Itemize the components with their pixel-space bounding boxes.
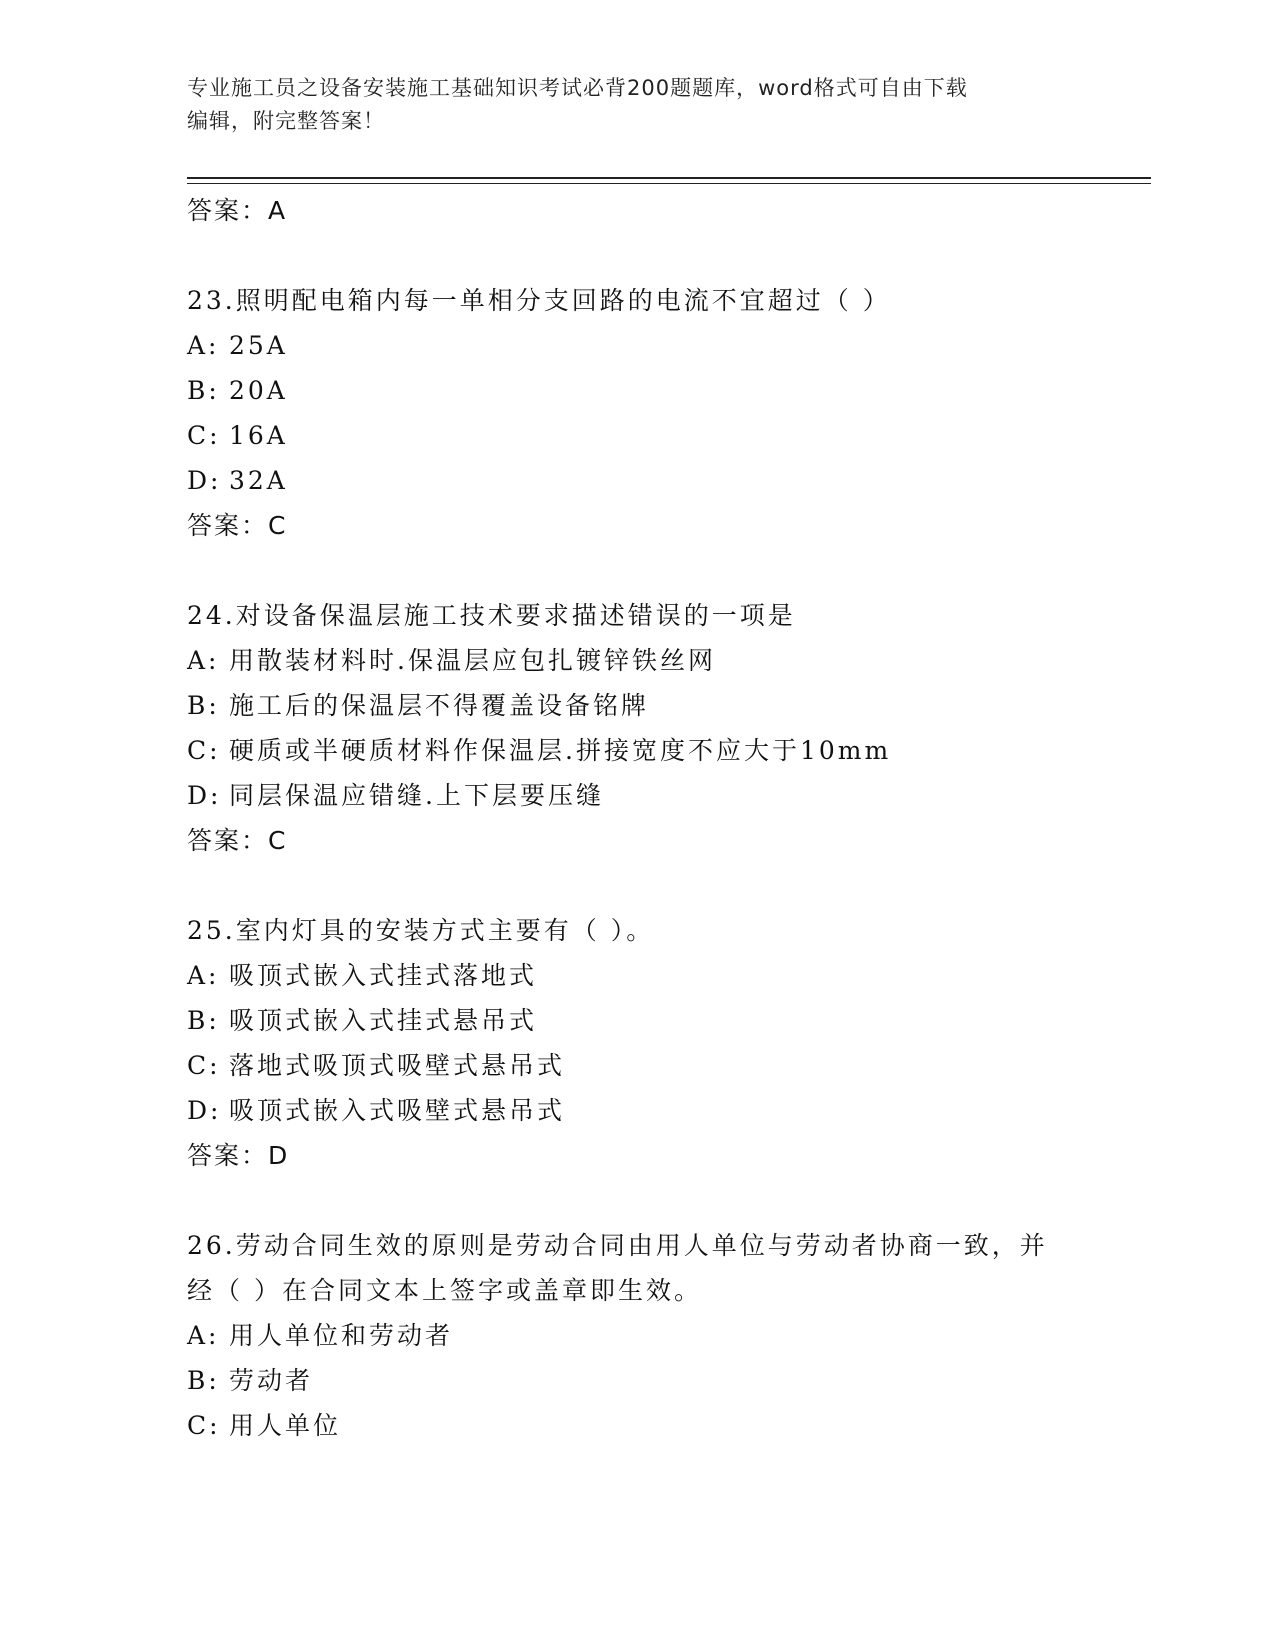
- option-d: [187, 1088, 1117, 1133]
- option-letter: A:: [187, 961, 220, 990]
- option-text: 用人单位: [229, 1411, 342, 1440]
- option-b: [187, 683, 1117, 728]
- answer: 答案：C: [187, 511, 288, 540]
- option-text: 落地式吸顶式吸壁式悬吊式: [229, 1051, 566, 1080]
- header-divider-thick: [187, 177, 1151, 179]
- option-c: [187, 413, 1117, 458]
- option-text: 25A: [229, 331, 288, 360]
- question-stem: 25.室内灯具的安装方式主要有（ ）。: [187, 916, 655, 945]
- option-letter: B:: [187, 376, 220, 405]
- option-letter: D:: [187, 1096, 222, 1125]
- option-b: [187, 368, 1117, 413]
- spacer: [187, 1178, 1117, 1223]
- option-letter: B:: [187, 691, 220, 720]
- question-23: [187, 278, 1117, 548]
- option-text: 硬质或半硬质材料作保温层.拼接宽度不应大于10mm: [229, 736, 892, 765]
- option-letter: C:: [187, 421, 221, 450]
- option-letter: A:: [187, 331, 220, 360]
- option-a: [187, 1313, 1117, 1358]
- option-a: [187, 638, 1117, 683]
- option-d: [187, 458, 1117, 503]
- question-25: [187, 908, 1117, 1178]
- question-stem-line-1: 26.劳动合同生效的原则是劳动合同由用人单位与劳动者协商一致，并: [187, 1231, 1048, 1260]
- option-b: [187, 1358, 1117, 1403]
- option-letter: A:: [187, 1321, 220, 1350]
- header-line-2: 编辑，附完整答案！: [187, 109, 385, 133]
- option-letter: B:: [187, 1006, 220, 1035]
- option-text: 用散装材料时.保温层应包扎镀锌铁丝网: [229, 646, 716, 675]
- option-text: 吸顶式嵌入式挂式悬吊式: [229, 1006, 538, 1035]
- answer: 答案：D: [187, 1141, 290, 1170]
- spacer: [187, 548, 1117, 593]
- question-24: [187, 593, 1117, 863]
- option-text: 20A: [229, 376, 288, 405]
- option-text: 吸顶式嵌入式吸壁式悬吊式: [229, 1096, 566, 1125]
- spacer: [187, 233, 1117, 278]
- option-text: 32A: [229, 466, 288, 495]
- option-d: [187, 773, 1117, 818]
- answer-prev: 答案：A: [187, 196, 288, 225]
- option-text: 劳动者: [229, 1366, 314, 1395]
- answer: 答案：C: [187, 826, 288, 855]
- spacer: [187, 863, 1117, 908]
- option-letter: D:: [187, 466, 222, 495]
- option-text: 吸顶式嵌入式挂式落地式: [229, 961, 538, 990]
- option-letter: C:: [187, 736, 221, 765]
- option-text: 用人单位和劳动者: [229, 1321, 454, 1350]
- question-26: [187, 1223, 1117, 1448]
- question-list: [187, 188, 1117, 1448]
- option-c: [187, 1403, 1117, 1448]
- option-letter: B:: [187, 1366, 220, 1395]
- option-letter: C:: [187, 1051, 221, 1080]
- header-line-1: 专业施工员之设备安装施工基础知识考试必背200题题库，word格式可自由下载: [187, 76, 968, 100]
- option-text: 同层保温应错缝.上下层要压缝: [229, 781, 604, 810]
- option-text: 16A: [229, 421, 288, 450]
- option-letter: A:: [187, 646, 220, 675]
- option-letter: C:: [187, 1411, 221, 1440]
- option-letter: D:: [187, 781, 222, 810]
- option-b: [187, 998, 1117, 1043]
- option-text: 施工后的保温层不得覆盖设备铭牌: [229, 691, 650, 720]
- option-a: [187, 953, 1117, 998]
- question-stem-line-2: 经（ ）在合同文本上签字或盖章即生效。: [187, 1276, 702, 1305]
- option-c: [187, 728, 1117, 773]
- header-divider-thin: [187, 183, 1151, 184]
- option-c: [187, 1043, 1117, 1088]
- question-stem: 24.对设备保温层施工技术要求描述错误的一项是: [187, 601, 796, 630]
- option-a: [187, 323, 1117, 368]
- question-stem: 23.照明配电箱内每一单相分支回路的电流不宜超过（ ）: [187, 286, 891, 315]
- document-header: [187, 72, 1067, 138]
